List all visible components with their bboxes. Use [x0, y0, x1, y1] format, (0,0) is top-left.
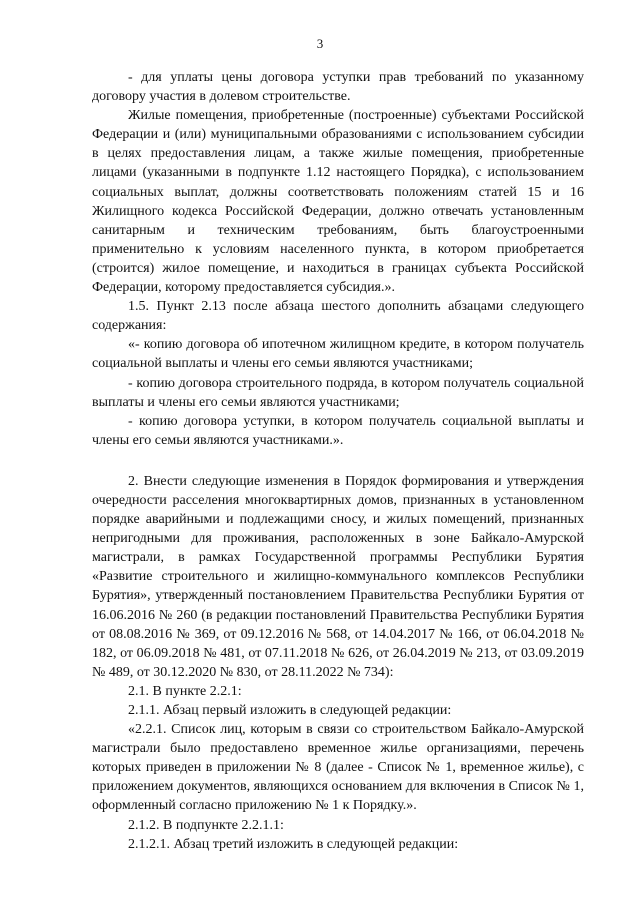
- page-number: 3: [316, 36, 324, 51]
- paragraph: «2.2.1. Список лиц, которым в связи со строительством Байкало-Амурской магистрали было предоставлено временное жилье организациями, перечень которых приведен в приложении № 8 (далее - Список № 1, временное жилье), с приложением документов, являющихся основанием для включения в Список № 1, оформленный согласно приложению № 1 к Порядку.».: [92, 722, 584, 814]
- paragraph: 2.1.2.1. Абзац третий изложить в следующей редакции:: [128, 836, 459, 852]
- paragraph: 1.5. Пункт 2.13 после абзаца шестого дополнить абзацами следующего содержания:: [92, 299, 584, 334]
- paragraph: - копию договора строительного подряда, в котором получатель социальной выплаты и члены его семьи являются участниками;: [92, 375, 584, 410]
- paragraph: 2.1. В пункте 2.2.1:: [128, 683, 242, 699]
- document-body: [92, 68, 584, 854]
- paragraph: - копию договора уступки, в котором получатель социальной выплаты и члены его семьи являются участниками.».: [92, 413, 584, 448]
- paragraph: «- копию договора об ипотечном жилищном кредите, в котором получатель социальной выплаты и члены его семьи являются участниками;: [92, 337, 584, 372]
- paragraph: 2.1.2. В подпункте 2.2.1.1:: [128, 817, 284, 833]
- paragraph: Жилые помещения, приобретенные (построенные) субъектами Российской Федерации и (или) муниципальными образованиями с использованием субсидии в целях предоставления лицам, а также жилые помещения, приобретенные лицами (указанными в подпункте 1.12 настоящего Порядка), с использованием социальных выплат, должны соответствовать положениям статей 15 и 16 Жилищного кодекса Российской Федерации, должно отвечать установленным санитарным и техническим требованиям, быть благоустроенными применительно к условиям населенного пункта, в котором приобретается (строится) жилое помещение, и находиться в границах субъекта Российской Федерации, которому предоставляется субсидия.».: [92, 108, 584, 296]
- paragraph: 2. Внести следующие изменения в Порядок формирования и утверждения очередности расселения многоквартирных домов, признанных в установленном порядке аварийными и подлежащими сносу, и жилых помещений, признанных непригодными для проживания, расположенных в зоне Байкало-Амурской магистрали, в рамках Государственной программы Республики Бурятия «Развитие строительного и жилищно-коммунального комплексов Республики Бурятия», утвержденный постановлением Правительства Республики Бурятия от 16.06.2016 № 260 (в редакции постановлений Правительства Республики Бурятия от 08.08.2016 № 369, от 09.12.2016 № 568, от 14.04.2017 № 166, от 06.04.2018 № 182, от 06.09.2018 № 481, от 07.11.2018 № 626, от 26.04.2019 № 213, от 03.09.2019 № 489, от 30.12.2020 № 830, от 28.11.2022 № 734):: [92, 473, 584, 680]
- paragraph: 2.1.1. Абзац первый изложить в следующей редакции:: [128, 703, 452, 718]
- paragraph: - для уплаты цены договора уступки прав требований по указанному договору участия в долевом строительстве.: [92, 70, 584, 105]
